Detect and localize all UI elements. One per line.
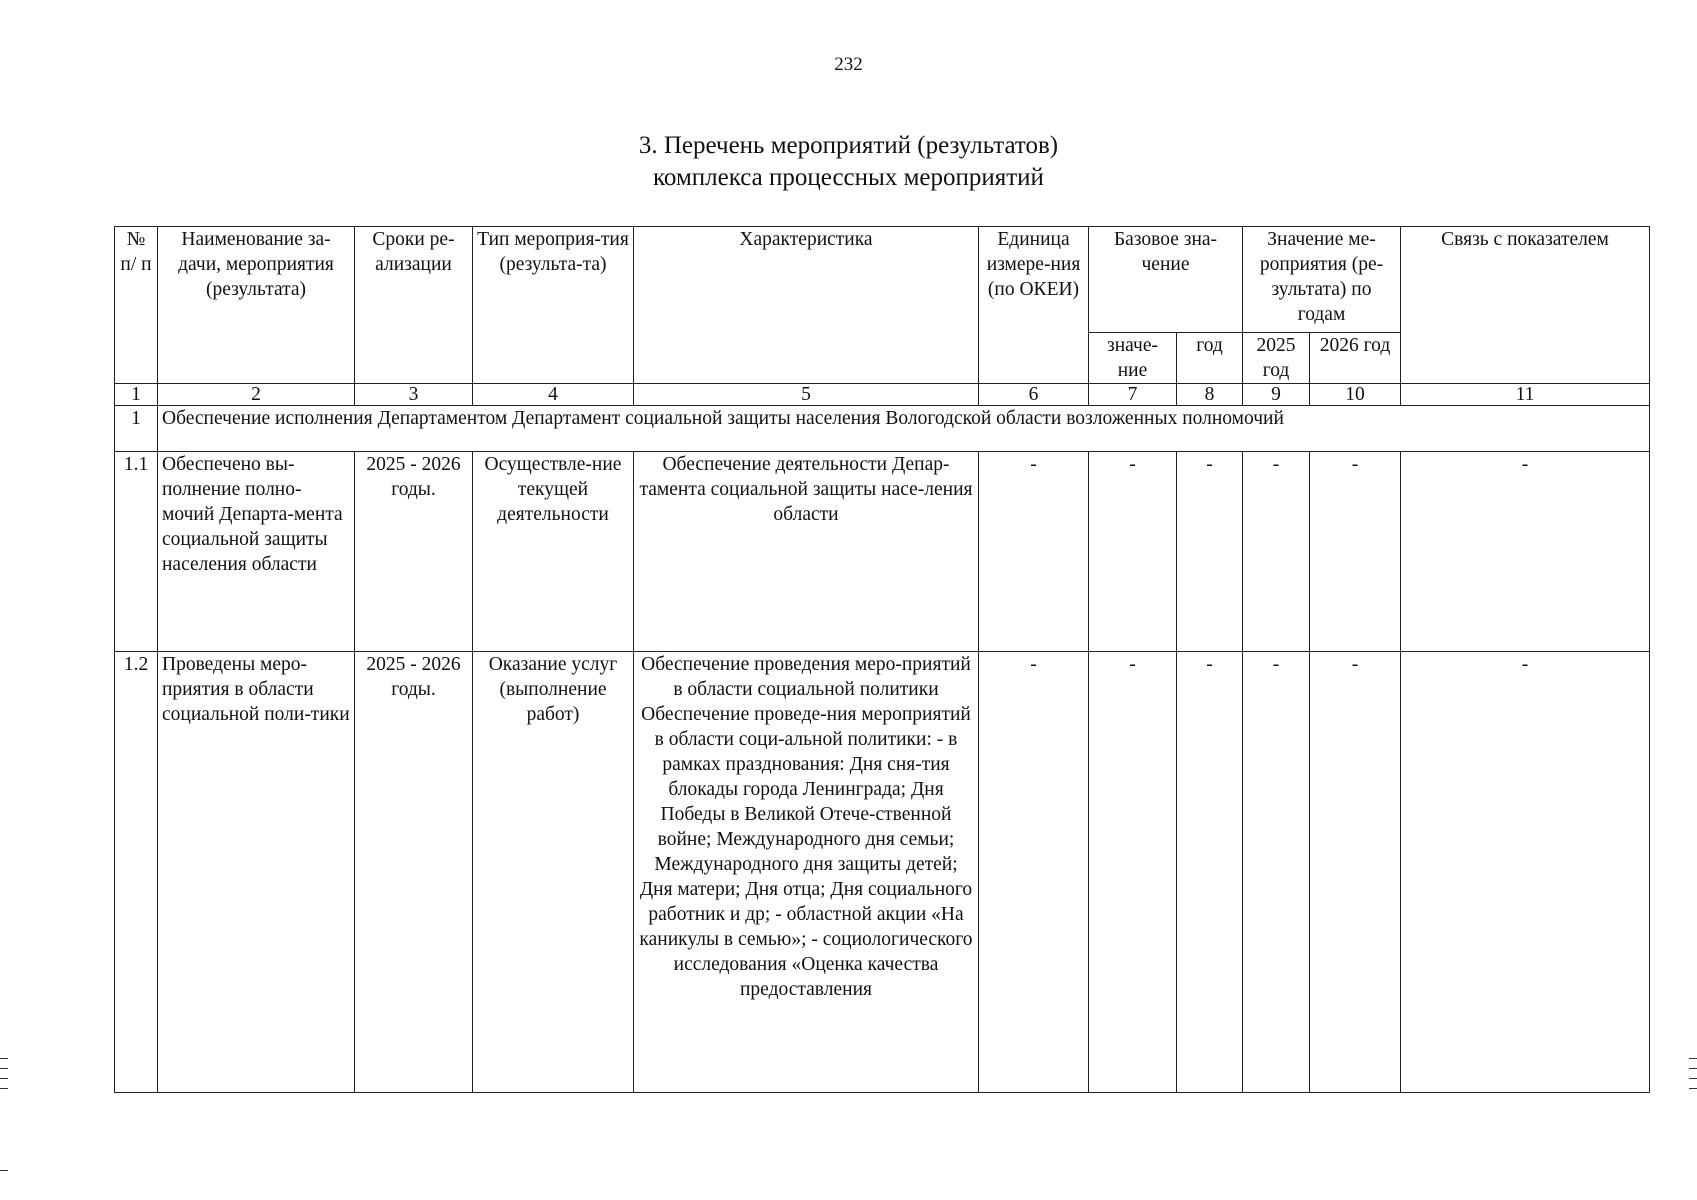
margin-mark <box>1689 1068 1697 1069</box>
header-type: Тип мероприя-тия (результа-та) <box>473 227 634 384</box>
column-number: 2 <box>158 384 355 406</box>
row-base-value: - <box>1089 652 1177 1093</box>
column-number: 9 <box>1243 384 1310 406</box>
row-type: Осуществле-ние текущей деятельности <box>473 452 634 652</box>
margin-mark <box>0 1078 8 1079</box>
column-number: 1 <box>115 384 158 406</box>
row-value-2026: - <box>1310 652 1401 1093</box>
margin-mark <box>0 1170 8 1171</box>
row-terms: 2025 - 2026 годы. <box>355 652 473 1093</box>
row-value-2025: - <box>1243 652 1310 1093</box>
column-number: 11 <box>1401 384 1650 406</box>
row-link: - <box>1401 652 1650 1093</box>
column-number: 3 <box>355 384 473 406</box>
row-number: 1.1 <box>115 452 158 652</box>
header-base: Базовое зна-чение <box>1089 227 1243 333</box>
margin-mark <box>0 1068 8 1069</box>
row-base-year: - <box>1177 452 1243 652</box>
margin-mark <box>0 1088 8 1089</box>
page-number: 232 <box>834 54 863 75</box>
document-title <box>0 130 1697 194</box>
column-number: 4 <box>473 384 634 406</box>
row-base-year: - <box>1177 652 1243 1093</box>
header-name: Наименование за-дачи, мероприятия (результата) <box>158 227 355 384</box>
header-unit: Единица измере-ния (по ОКЕИ) <box>979 227 1089 384</box>
activities-table <box>114 226 1650 1093</box>
header-characteristic: Характеристика <box>634 227 979 384</box>
header-year-2025: 2025 год <box>1243 333 1310 384</box>
section-row <box>115 406 1650 452</box>
row-characteristic: Обеспечение проведения меро-приятий в области социальной политики Обеспечение проведе-ния мероприятий в области соци-альной политики: - в рамках празднования: Дня сня-тия блокады города Ленинграда; Дня Победы в Великой Отече-ственной войне; Международного дня семьи; Международного дня защиты детей; Дня матери; Дня отца; Дня социального работник и др; - областной акции «На каникулы в семью»; - социологического исследования «Оценка качества предоставления <box>634 652 979 1093</box>
section-title: Обеспечение исполнения Департаментом Департамент социальной защиты населения Вологодской области возложенных полномочий <box>158 406 1650 452</box>
title-line-2: комплекса процессных мероприятий <box>653 164 1044 191</box>
row-type: Оказание услуг (выполнение работ) <box>473 652 634 1093</box>
header-base-year: год <box>1177 333 1243 384</box>
row-characteristic: Обеспечение деятельности Депар-тамента социальной защиты насе-ления области <box>634 452 979 652</box>
section-number: 1 <box>115 406 158 452</box>
title-line-1: 3. Перечень мероприятий (результатов) <box>638 132 1059 159</box>
margin-mark <box>1689 1088 1697 1089</box>
row-number: 1.2 <box>115 652 158 1093</box>
header-result-values: Значение ме-роприятия (ре-зультата) по годам <box>1243 227 1401 333</box>
column-numbers-row <box>115 384 1650 406</box>
column-number: 10 <box>1310 384 1401 406</box>
header-terms: Сроки ре-ализации <box>355 227 473 384</box>
row-value-2026: - <box>1310 452 1401 652</box>
row-name: Обеспечено вы-полнение полно-мочий Департа-мента социальной защиты населения области <box>158 452 355 652</box>
header-link: Связь с показателем <box>1401 227 1650 384</box>
row-link: - <box>1401 452 1650 652</box>
margin-mark <box>1689 1058 1697 1059</box>
row-name: Проведены меро-приятия в области социальной поли-тики <box>158 652 355 1093</box>
column-number: 5 <box>634 384 979 406</box>
header-base-value: значе-ние <box>1089 333 1177 384</box>
margin-mark <box>1689 1078 1697 1079</box>
row-base-value: - <box>1089 452 1177 652</box>
row-terms: 2025 - 2026 годы. <box>355 452 473 652</box>
table-row <box>115 452 1650 652</box>
row-value-2025: - <box>1243 452 1310 652</box>
row-unit: - <box>979 652 1089 1093</box>
column-number: 8 <box>1177 384 1243 406</box>
column-number: 6 <box>979 384 1089 406</box>
row-unit: - <box>979 452 1089 652</box>
column-number: 7 <box>1089 384 1177 406</box>
header-year-2026: 2026 год <box>1310 333 1401 384</box>
header-num: № п/ п <box>115 227 158 384</box>
table-row <box>115 652 1650 1093</box>
margin-mark <box>0 1058 8 1059</box>
